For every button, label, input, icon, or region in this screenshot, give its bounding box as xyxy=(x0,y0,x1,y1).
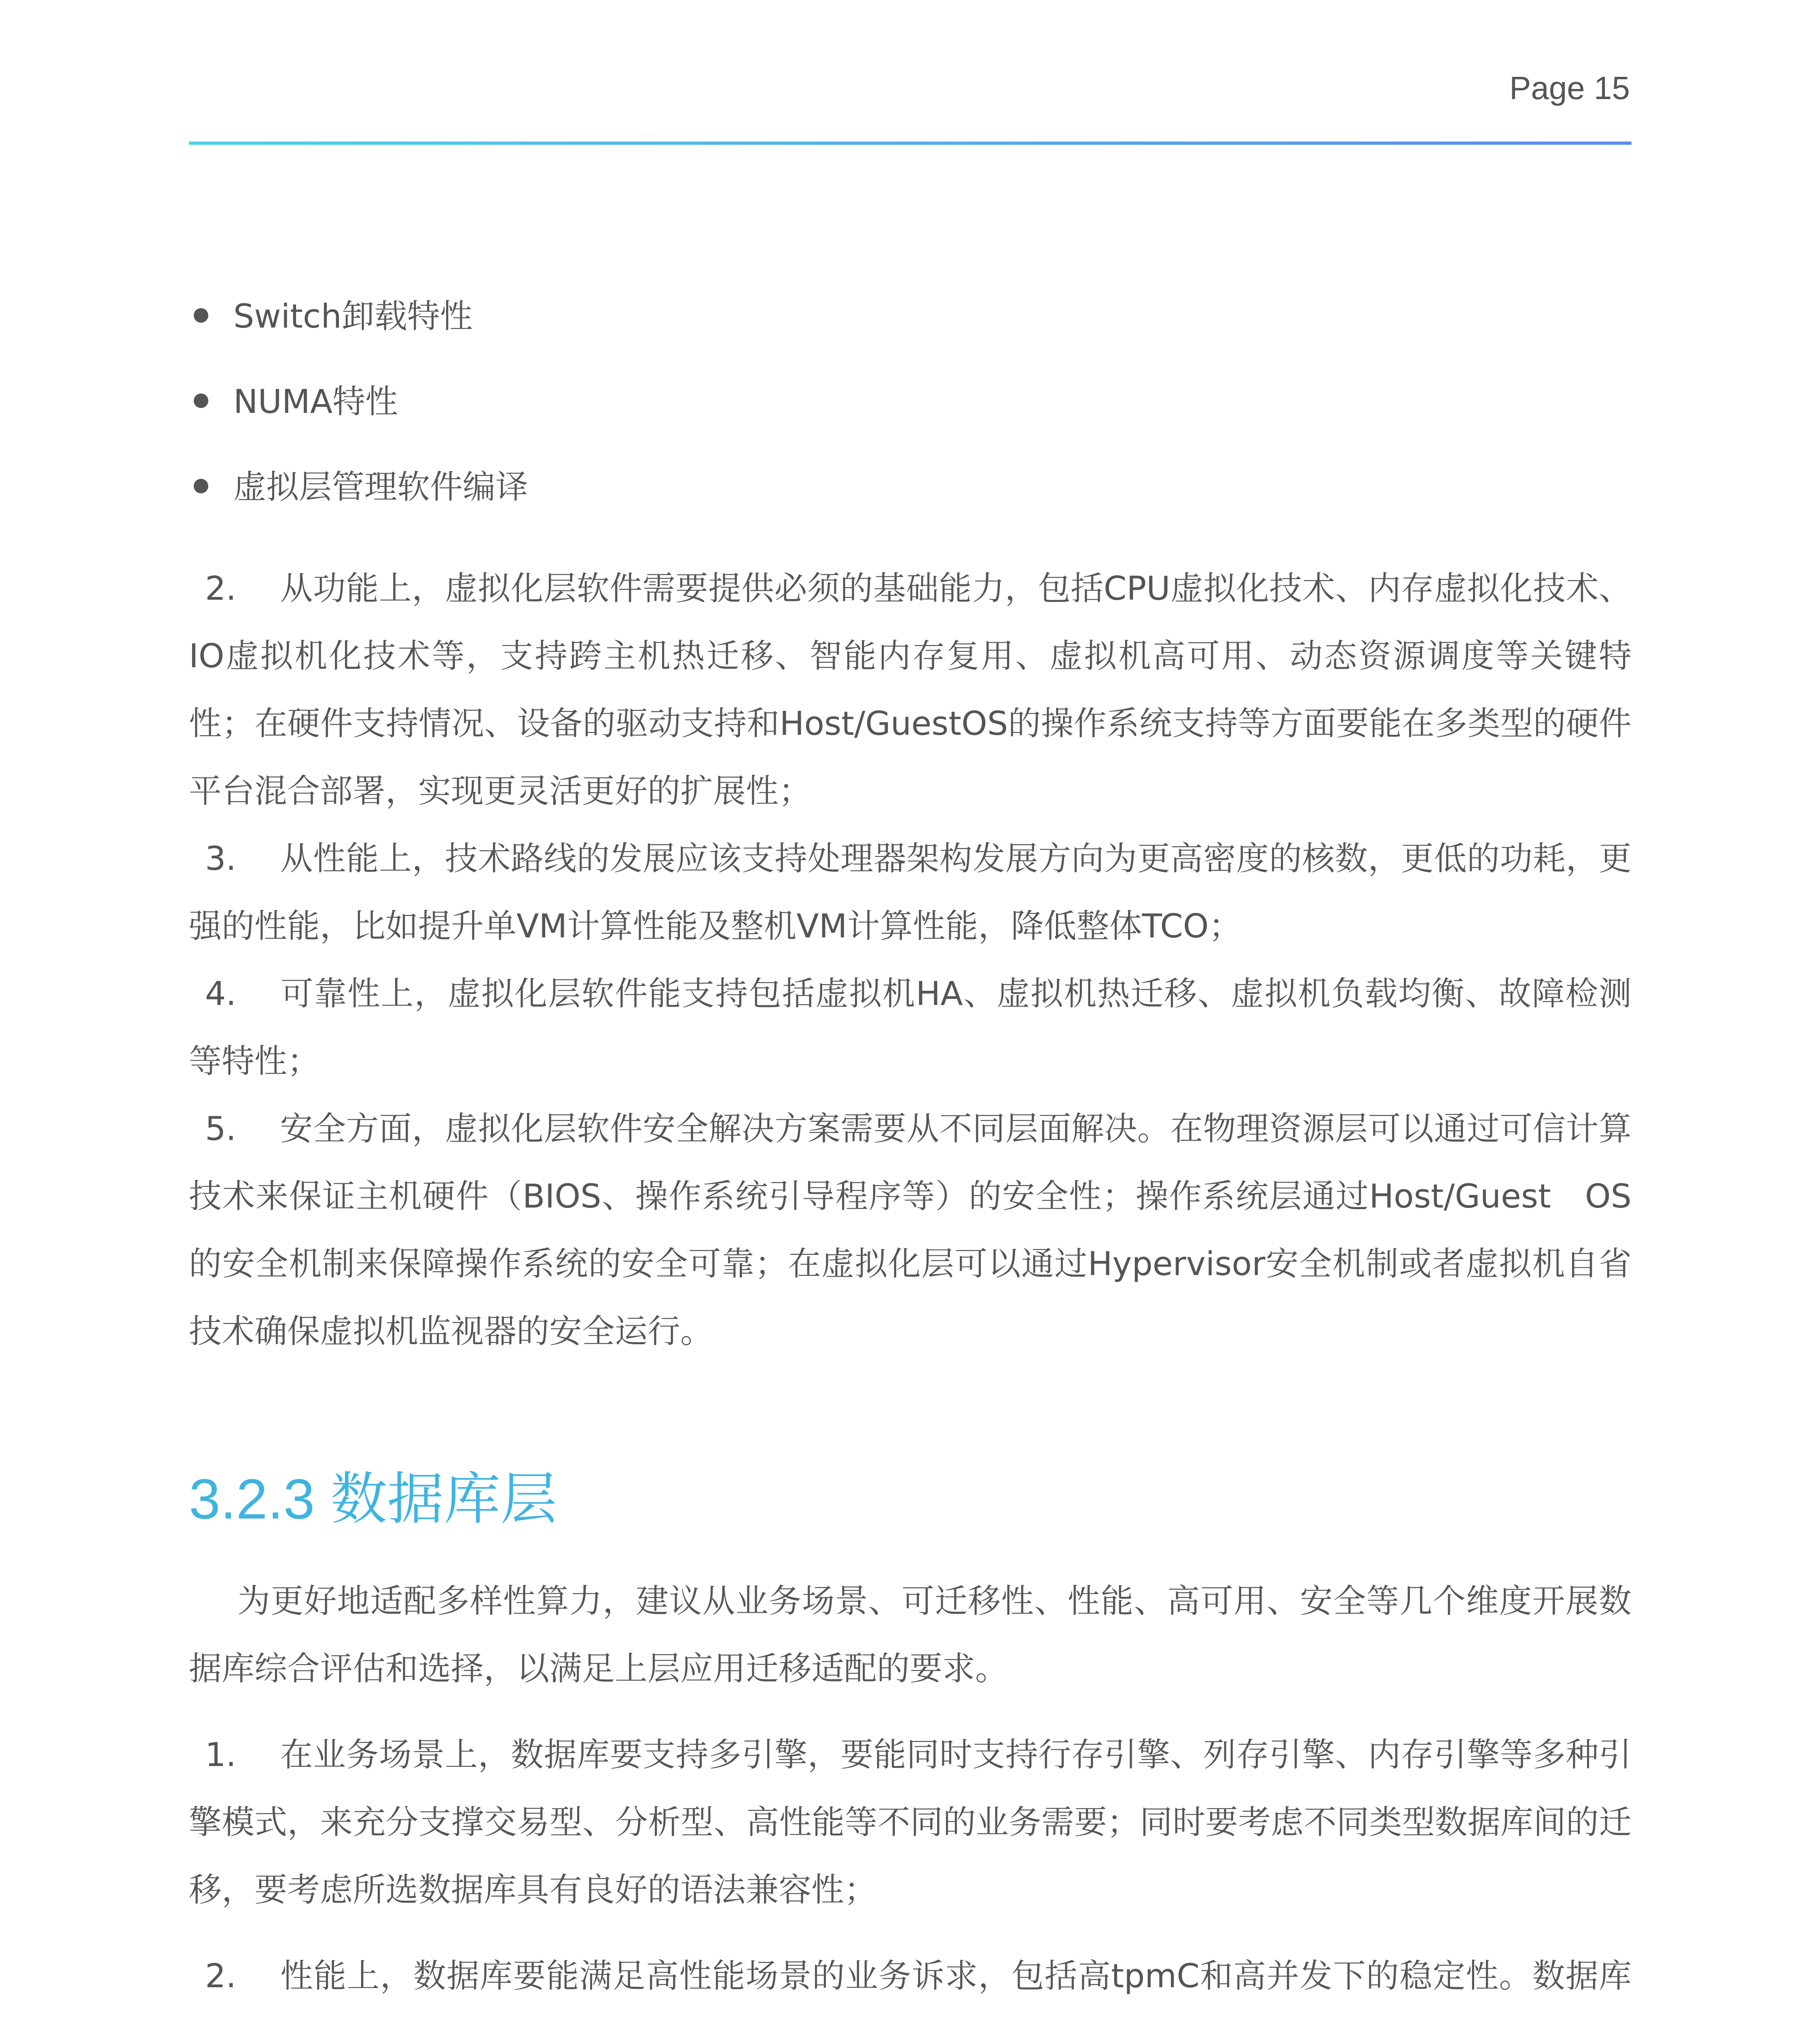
list-number: 2. xyxy=(205,570,237,608)
page-number: Page 15 xyxy=(1509,70,1630,106)
paragraph-text: 可靠性上，虚拟化层软件能支持包括虚拟机HA、虚拟机热迁移、虚拟机负载均衡、故障检测等特性； xyxy=(189,975,1632,1081)
bullet-text: Switch卸载特性 xyxy=(233,298,473,336)
numbered-paragraph xyxy=(189,825,1632,960)
list-number: 2. xyxy=(205,1957,237,1995)
bullet-dot-icon xyxy=(194,479,208,493)
bullet-text: NUMA特性 xyxy=(233,383,398,421)
list-number: 1. xyxy=(205,1736,237,1774)
bullet-dot-icon xyxy=(194,393,208,408)
paragraph-text: 安全方面，虚拟化层软件安全解决方案需要从不同层面解决。在物理资源层可以通过可信计算技术来保证主机硬件（BIOS、操作系统引导程序等）的安全性；操作系统层通过Host/Guest OS的安全机制来保障操作系统的安全可靠；在虚拟化层可以通过Hypervisor安全机制或者虚拟机自省技术确保虚拟机监视器的安全运行。 xyxy=(189,1110,1632,1351)
section-heading: 3.2.3 数据库层 xyxy=(189,1467,557,1531)
header-divider xyxy=(189,142,1632,145)
list-number: 3. xyxy=(205,840,237,878)
bullet-item xyxy=(189,368,1632,454)
list-number: 5. xyxy=(205,1110,237,1148)
bullet-dot-icon xyxy=(194,308,208,323)
feature-bullet-list xyxy=(189,283,1632,539)
bullet-item xyxy=(189,283,1632,368)
numbered-paragraph xyxy=(189,1722,1632,1924)
numbered-paragraph xyxy=(189,960,1632,1096)
paragraph-text: 在业务场景上，数据库要支持多引擎，要能同时支持行存引擎、列存引擎、内存引擎等多种引擎模式，来充分支撑交易型、分析型、高性能等不同的业务需要；同时要考虑不同类型数据库间的迁移，要考虑所选数据库具有良好的语法兼容性； xyxy=(189,1736,1632,1909)
page-body xyxy=(189,283,1632,2022)
numbered-paragraph xyxy=(189,1096,1632,1366)
paragraph-text: 从性能上，技术路线的发展应该支持处理器架构发展方向为更高密度的核数，更低的功耗，更强的性能，比如提升单VM计算性能及整机VM计算性能，降低整体TCO； xyxy=(189,840,1632,945)
numbered-paragraph xyxy=(189,555,1632,825)
section-intro: 为更好地适配多样性算力，建议从业务场景、可迁移性、性能、高可用、安全等几个维度开展数据库综合评估和选择，以满足上层应用迁移适配的要求。 xyxy=(189,1582,1632,1688)
numbered-paragraph xyxy=(189,1943,1632,2022)
bullet-item xyxy=(189,454,1632,539)
bullet-text: 虚拟层管理软件编译 xyxy=(233,468,529,506)
list-number: 4. xyxy=(205,975,237,1013)
paragraph-text: 性能上，数据库要能满足高性能场景的业务诉求，包括高tpmC和高并发下的稳定性。数据库 xyxy=(280,1957,1632,1995)
paragraph-text: 从功能上，虚拟化层软件需要提供必须的基础能力，包括CPU虚拟化技术、内存虚拟化技术、IO虚拟机化技术等，支持跨主机热迁移、智能内存复用、虚拟机高可用、动态资源调度等关键特性；在硬件支持情况、设备的驱动支持和Host/GuestOS的操作系统支持等方面要能在多类型的硬件平台混合部署，实现更灵活更好的扩展性； xyxy=(189,570,1632,810)
